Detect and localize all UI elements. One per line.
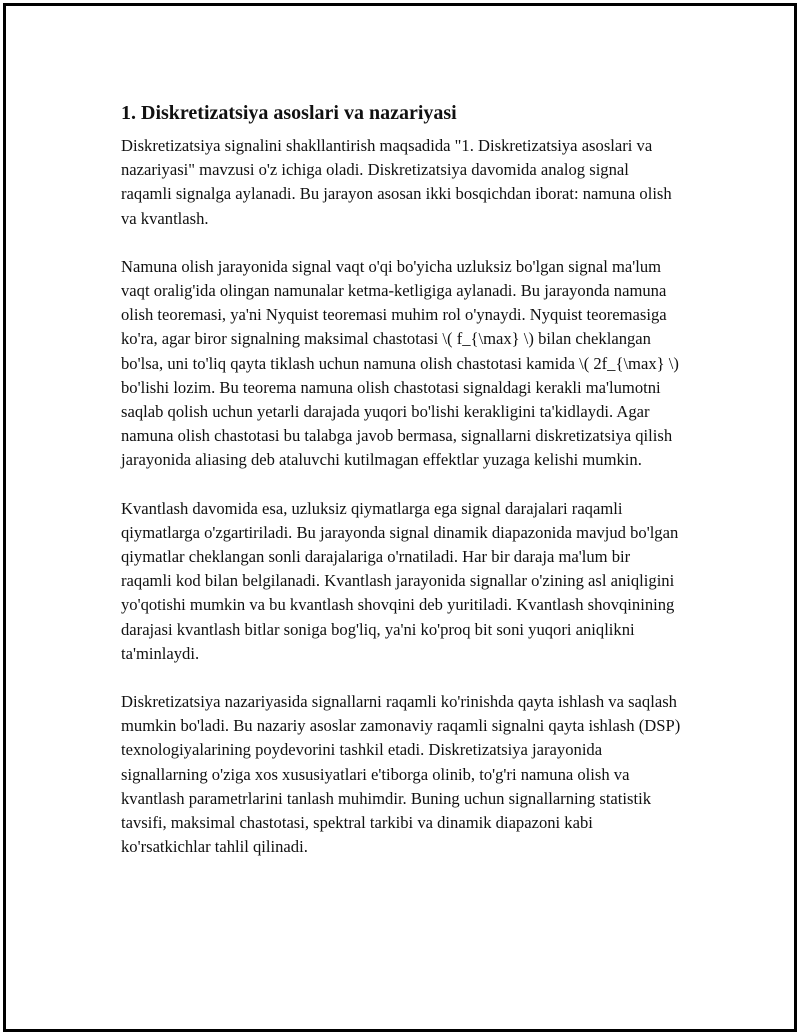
paragraph-sampling: Namuna olish jarayonida signal vaqt o'qi bo'yicha uzluksiz bo'lgan signal ma'lum vaqt oralig'ida olingan namunalar ketma-ketligiga aylanadi. Bu jarayonda namuna olish teoremasi, ya'ni Nyquist teoremasi muhim rol o'ynaydi. Nyquist teoremasiga ko'ra, agar biror signalning maksimal chastotasi \( f_{\max} \) bilan cheklangan bo'lsa, uni to'liq qayta tiklash uchun namuna olish chastotasi kamida \( 2f_{\max} \) bo'lishi lozim. Bu teorema namuna olish chastotasi signaldagi kerakli ma'lumotni saqlab qolish uchun yetarli darajada yuqori bo'lishi kerakligini ta'kidlaydi. Agar namuna olish chastotasi bu talabga javob bermasa, signallarni diskretizatsiya qilish jarayonida aliasing deb ataluvchi kutilmagan effektlar yuzaga kelishi mumkin. [121,256,679,470]
page-frame [3,3,797,1032]
document-body [121,99,681,883]
paragraph-intro: Diskretizatsiya signalini shakllantirish maqsadida "1. Diskretizatsiya asoslari va nazariyasi" mavzusi o'z ichiga oladi. Diskretizatsiya davomida analog signal raqamli signalga aylanadi. Bu jarayon asosan ikki bosqichdan iborat: namuna olish va kvantlash. [121,136,672,228]
paragraph-quantization: Kvantlash davomida esa, uzluksiz qiymatlarga ega signal darajalari raqamli qiymatlarga o'zgartiriladi. Bu jarayonda signal dinamik diapazonida mavjud bo'lgan qiymatlar cheklangan sonli darajalariga o'rnatiladi. Har bir daraja ma'lum bir raqamli kod bilan belgilanadi. Kvantlash jarayonida signallar o'zining asl aniqligini yo'qotishi mumkin va bu kvantlash shovqini deb yuritiladi. Kvantlash shovqinining darajasi kvantlash bitlar soniga bog'liq, ya'ni ko'proq bit soni yuqori aniqlikni ta'minlaydi. [121,498,679,663]
section-heading: 1. Diskretizatsiya asoslari va nazariyasi [121,102,457,124]
paragraph-theory: Diskretizatsiya nazariyasida signallarni raqamli ko'rinishda qayta ishlash va saqlash mumkin bo'ladi. Bu nazariy asoslar zamonaviy raqamli signalni qayta ishlash (DSP) texnologiyalarining poydevorini tashkil etadi. Diskretizatsiya jarayonida signallarning o'ziga xos xususiyatlari e'tiborga olinib, to'g'ri namuna olish va kvantlash parametrlarini tanlash muhimdir. Buning uchun signallarning statistik tavsifi, maksimal chastotasi, spektral tarkibi va dinamik diapazoni kabi ko'rsatkichlar tahlil qilinadi. [121,692,681,857]
